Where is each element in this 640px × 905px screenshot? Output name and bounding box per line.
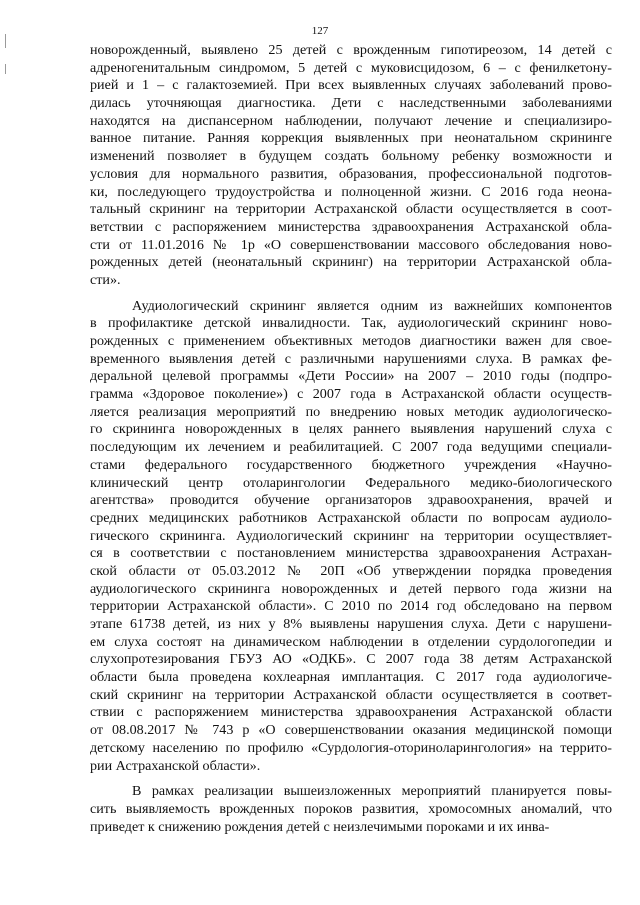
text-line: ляется реализация мероприятий по внедрению новых методик аудиологическо-	[90, 403, 612, 420]
text-line: от 08.08.2017 № 743 р «О совершенствовании оказания медицинской помощи	[90, 722, 612, 739]
text-line: в профилактике детской инвалидности. Так, аудиологический скрининг ново-	[90, 315, 612, 332]
text-line: ский скрининг на территории Астраханской области осуществляется в соответ-	[90, 686, 612, 703]
scan-margin-mark-middle	[5, 64, 6, 74]
text-line: приведет к снижению рождения детей с неизлечимыми пороками и их инва-	[90, 818, 550, 835]
paragraph-planned-measures	[90, 783, 612, 836]
text-line: рией и 1 – с галактоземией. При всех выявленных случаях заболеваний прово-	[90, 77, 612, 94]
text-line: клинический центр отоларингологии Федерального медико-биологического	[90, 474, 612, 491]
text-line: этапе 61738 детей, из них у 8% выявлены нарушения слуха. Дети с нарушени-	[90, 616, 612, 632]
text-line: территории Астраханской области». С 2010 по 2014 год обследовано на первом	[90, 598, 612, 615]
text-line: ки, последующего трудоустройства и полноценной жизни. С 2016 года неона-	[90, 183, 612, 200]
text-line: грамма «Здоровое поколение») с 2007 года в Астраханской области осуществ-	[90, 386, 612, 403]
paragraph-neonatal-screening	[90, 42, 612, 290]
text-line: условия для нормального развития, образования, профессиональной подготов-	[90, 165, 612, 182]
text-line: новорожденный, выявлено 25 детей с врожденным гипотиреозом, 14 детей с	[90, 42, 612, 58]
text-line: изменений позволяет в будущем создать больному ребенку возможности и	[90, 148, 612, 165]
text-line: ванное питание. Ранняя коррекция выявленных при неонатальном скрининге	[90, 130, 612, 147]
text-line: го скрининга новорожденных в целях раннего выявления нарушений слуха с	[90, 421, 612, 438]
text-line: сить выявляемость врожденных пороков развития, хромосомных аномалий, что	[90, 800, 612, 817]
text-line: рожденных детей (неонатальный скрининг) на территории Астраханской обла-	[90, 254, 612, 271]
paragraph-audiological-screening	[90, 298, 612, 776]
text-line: аудиологического скрининга новорожденных и детей первого года жизни на	[90, 580, 612, 597]
text-line: последующим их лечением и реабилитацией. С 2007 года ведущими специали-	[90, 439, 612, 456]
text-line: сти».	[90, 271, 121, 288]
text-line: слухопротезирования ГБУЗ АО «ОДКБ». С 2007 года 38 детям Астраханской	[90, 651, 612, 668]
text-line: стами федерального государственного бюджетного учреждения «Научно-	[90, 456, 612, 473]
text-line: рии Астраханской области».	[90, 757, 261, 774]
text-line: временного выявления детей с различными нарушениями слуха. В рамках фе-	[90, 350, 612, 367]
text-line: ся в соответствии с постановлением министерства здравоохранения Астрахан-	[90, 545, 612, 562]
text-line: находятся на диспансерном наблюдении, получают лечение и специализиро-	[90, 112, 612, 129]
text-line: дилась уточняющая диагностика. Дети с наследственными заболеваниями	[90, 95, 612, 112]
text-line: ствии с распоряжением министерства здравоохранения Астраханской области	[90, 704, 612, 721]
document-body	[90, 42, 612, 844]
text-line: тальный скрининг на территории Астраханской области осуществляется в соот-	[90, 201, 612, 218]
text-line: деральной целевой программы «Дети России» на 2007 – 2010 годы (подпро-	[90, 368, 612, 385]
text-line: Аудиологический скрининг является одним из важнейших компонентов	[132, 297, 612, 314]
text-line: гического скрининга. Аудиологический скрининг на территории осуществляет-	[90, 527, 612, 544]
text-line: ветствии с распоряжением министерства здравоохранения Астраханской обла-	[90, 218, 612, 235]
text-line: детскому населению по профилю «Сурдология-оториноларингология» на террито-	[90, 739, 612, 756]
text-line: ем слуха состоят на динамическом наблюдении в отделении сурдологопедии и	[90, 633, 612, 650]
page-number: 127	[311, 25, 329, 37]
text-line: адреногенитальным синдромом, 5 детей с муковисцидозом, 6 – с фенилкетону-	[90, 59, 612, 76]
text-line: В рамках реализации вышеизложенных мероприятий планируется повы-	[132, 783, 612, 800]
text-line: ской области от 05.03.2012 № 20П «Об утверждении порядка проведения	[90, 562, 612, 579]
text-line: агентства» проводится обучение организаторов здравоохранения, врачей и	[90, 492, 612, 509]
text-line: рожденных с применением объективных методов диагностики важен для свое-	[90, 333, 612, 349]
text-line: области была проведена кохлеарная имплантация. С 2017 года аудиологиче-	[90, 669, 612, 686]
text-line: средних медицинских работников Астраханской области по вопросам аудиоло-	[90, 509, 612, 526]
text-line: сти от 11.01.2016 № 1р «О совершенствовании массового обследования ново-	[90, 236, 612, 253]
